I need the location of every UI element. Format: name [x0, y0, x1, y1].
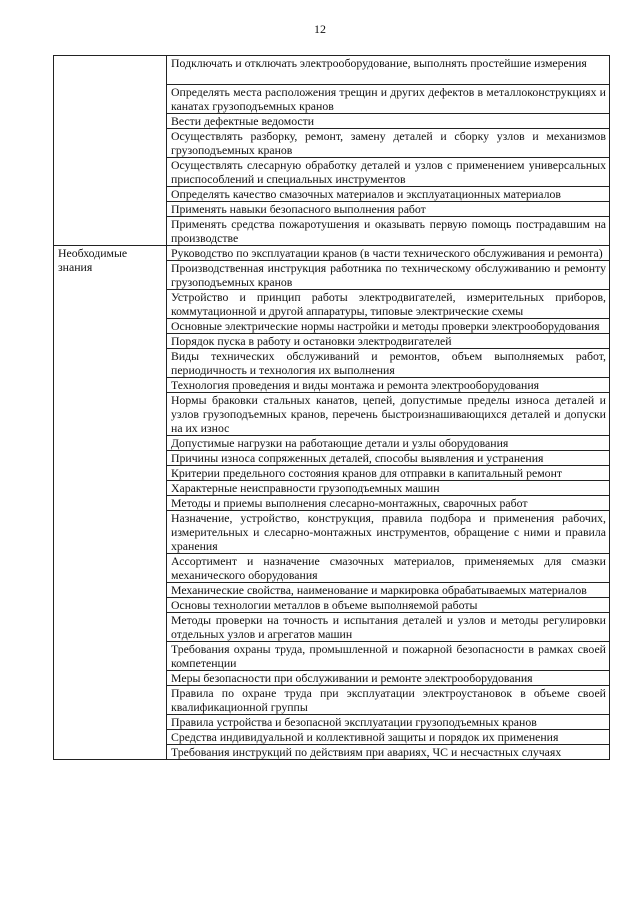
- knowledge-cell: Виды технических обслуживаний и ремонтов, объем выполняемых работ, периодичность и технология их выполнения: [167, 349, 610, 378]
- page-number: 12: [314, 22, 326, 36]
- table-row: [54, 56, 610, 85]
- knowledge-cell: Основные электрические нормы настройки и методы проверки электрооборудования: [167, 319, 610, 334]
- knowledge-cell: Технология проведения и виды монтажа и ремонта электрооборудования: [167, 378, 610, 393]
- knowledge-cell: Правила по охране труда при эксплуатации электроустановок в объеме своей квалификационной группы: [167, 686, 610, 715]
- knowledge-cell: Основы технологии металлов в объеме выполняемой работы: [167, 598, 610, 613]
- knowledge-cell: Средства индивидуальной и коллективной защиты и порядок их применения: [167, 730, 610, 745]
- knowledge-cell: Критерии предельного состояния кранов для отправки в капитальный ремонт: [167, 466, 610, 481]
- knowledge-cell: Методы проверки на точность и испытания деталей и узлов и методы регулировки отдельных узлов и агрегатов машин: [167, 613, 610, 642]
- skill-cell: Осуществлять слесарную обработку деталей и узлов с применением универсальных приспособлений и специальных инструментов: [167, 158, 610, 187]
- competency-table: [53, 55, 610, 760]
- knowledge-cell: Меры безопасности при обслуживании и ремонте электрооборудования: [167, 671, 610, 686]
- knowledge-label: Необходимые знания: [54, 246, 167, 760]
- knowledge-cell: Нормы браковки стальных канатов, цепей, допустимые пределы износа деталей и узлов грузоподъемных кранов, перечень быстроизнашивающихся деталей и допуски на их износ: [167, 393, 610, 436]
- knowledge-cell: Назначение, устройство, конструкция, правила подбора и применения рабочих, измерительных и слесарно-монтажных инструментов, обращение с ними и правила хранения: [167, 511, 610, 554]
- skill-cell: Определять качество смазочных материалов и эксплуатационных материалов: [167, 187, 610, 202]
- skill-cell: Определять места расположения трещин и других дефектов в металлоконструкциях и канатах грузоподъемных кранов: [167, 85, 610, 114]
- knowledge-cell: Порядок пуска в работу и остановки электродвигателей: [167, 334, 610, 349]
- table-row: [54, 246, 610, 261]
- skill-cell: Подключать и отключать электрооборудование, выполнять простейшие измерения: [167, 56, 610, 85]
- knowledge-cell: Руководство по эксплуатации кранов (в части технического обслуживания и ремонта): [167, 246, 610, 261]
- knowledge-cell: Характерные неисправности грузоподъемных машин: [167, 481, 610, 496]
- knowledge-cell: Производственная инструкция работника по техническому обслуживанию и ремонту грузоподъемных кранов: [167, 261, 610, 290]
- knowledge-cell: Устройство и принцип работы электродвигателей, измерительных приборов, коммутационной и другой аппаратуры, типовые электрические схемы: [167, 290, 610, 319]
- knowledge-cell: Причины износа сопряженных деталей, способы выявления и устранения: [167, 451, 610, 466]
- knowledge-cell: Требования инструкций по действиям при авариях, ЧС и несчастных случаях: [167, 745, 610, 760]
- knowledge-cell: Методы и приемы выполнения слесарно-монтажных, сварочных работ: [167, 496, 610, 511]
- knowledge-cell: Ассортимент и назначение смазочных материалов, применяемых для смазки механического оборудования: [167, 554, 610, 583]
- skill-cell: Вести дефектные ведомости: [167, 114, 610, 129]
- skills-label-cell: [54, 56, 167, 246]
- skill-cell: Осуществлять разборку, ремонт, замену деталей и сборку узлов и механизмов грузоподъемных кранов: [167, 129, 610, 158]
- skill-cell: Применять навыки безопасного выполнения работ: [167, 202, 610, 217]
- knowledge-cell: Допустимые нагрузки на работающие детали и узлы оборудования: [167, 436, 610, 451]
- knowledge-cell: Механические свойства, наименование и маркировка обрабатываемых материалов: [167, 583, 610, 598]
- skill-cell: Применять средства пожаротушения и оказывать первую помощь пострадавшим на производстве: [167, 217, 610, 246]
- knowledge-cell: Правила устройства и безопасной эксплуатации грузоподъемных кранов: [167, 715, 610, 730]
- knowledge-cell: Требования охраны труда, промышленной и пожарной безопасности в рамках своей компетенции: [167, 642, 610, 671]
